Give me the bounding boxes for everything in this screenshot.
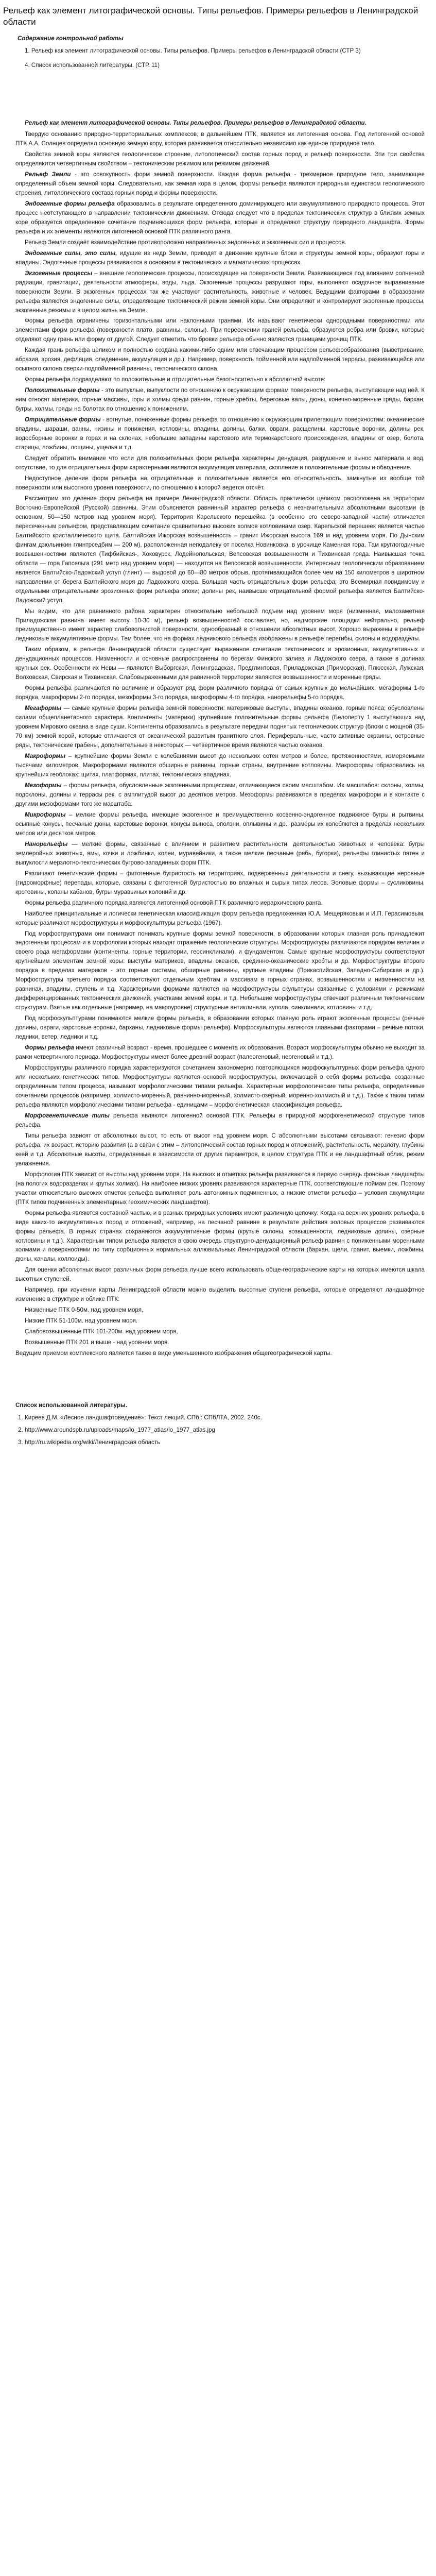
sources-list [15, 1413, 425, 1447]
article-paragraph [15, 150, 425, 168]
altitude-step-item: Низкие ПТК 51-100м. над уровнем моря. [25, 1317, 138, 1325]
paragraph-text: Каждая грань рельефа целиком и полностью создана какими-либо одним или отвечающим процессом рельефообразования (выветривание, абразия, эрозия, дефляция, оледенение, аккумуляция и др.). Например, поверхность пойменной или надпойменной террасы, развивающейся или осыпного склона сверхи-подпойменной равнины, тектонического склона. [15, 347, 425, 372]
article-paragraph [15, 1265, 425, 1284]
paragraph-term: Макроформы [25, 753, 66, 760]
article-paragraph [15, 645, 425, 682]
toc-item-1: 1. Рельеф как элемент литографической основы. Типы рельефов. Примеры рельефов в Ленинградской области (СТР 3) [25, 47, 361, 55]
paragraph-text: Твердую основанию природно-территориальных комплексов, в дальнейшем ПТК, является их литогенная основа. Под литогенной основой ПТК А.А. Солнцев определял основную земную кору, которая развивается относительно независимо как единое природное тело. [15, 131, 425, 147]
paragraph-text: Свойства земной коры являются геологическое строение, литологический состав горных пород и рельеф поверхности. Эти три свойства определяются четвертичным свойством – тектоническим режимом или режимом движений. [15, 151, 425, 167]
paragraph-text: — мелкие формы, связанные с влиянием и развитием растительности, деятельностью животных и человека: бугры землеройных животных, ямы, кочки и ложбинки, колеи, муравейники, а также мелкие песчаные (рябь, бугорки), рельефы глинистых пятен и выпуклости мерзлотно-тектонических бугрово-западинных форм ПТК. [15, 840, 425, 866]
paragraph-text: Под морфоскульптурами понимаются мелкие формы рельефа, в образовании которых главную роль играют экзогенные процессы (речные долины, овраги, карстовые воронки, барханы, ледниковые формы рельефа). Морфоскульптуры являются главными факторами – речные потоки, ледники, ветер, ледники и т.д. [15, 1015, 425, 1041]
source-item[interactable]: 2. http://www.aroundspb.ru/uploads/maps/lo_1977_atlas/lo_1977_atlas.jpg [25, 1426, 425, 1435]
paragraph-text: Недоступное деление форм рельефа на отрицательные и положительные является его относительность, замкнутые из вообще той поверхности или высотного уровня поверхности, по отношению к которой ведется отсчёт. [15, 474, 425, 491]
article-paragraph [15, 130, 425, 148]
paragraph-text: – мелкие формы рельефа, имеющие экзогенное и преимущественно косвенно-эндогенное подвижное бугры и рытвины, осыпные конусы, песчаные дюны, карстовые воронки, конусы выноса, оползни, оплывины и др.; размеры их колеблются в пределах нескольких метров или десятков метров. [15, 811, 425, 837]
article-paragraph [15, 346, 425, 374]
altitude-step-item: Возвышенные ПТК 201 и выше - над уровнем моря. [25, 1339, 169, 1346]
paragraph-text: Следует обратить внимание что если для положительных форм рельефа характерны денудация, разрушение и вынос материала и вод, отсутствие, то для отрицательных форм характерными являются аккумуляция материала, скопление и положительные формы и обводнение. [15, 455, 425, 471]
toc-item-2: 4. Список использованной литературы. (СТР. 11) [25, 62, 160, 69]
paragraph-text: Мы видим, что для равнинного района характерен относительно небольшой подъем над уровнем моря (низменная, малозаметная Приладожская равнина имеет высоту 10-30 м), рельеф возвышенностей составляет, но, надморские площадки нейтрально, рельеф преимущественно имеет характер слабоволнистой поверхности, однообразный в отношении абсолютных высот. Хорошо выражены в рельефе ледниковые аккумулятивные формы. Тем более, что на формах ледникового рельефа изображены в рельефе перегибы, склоны и водоразделы. [15, 607, 425, 642]
paragraph-lead-term: Рельеф Земли [25, 171, 71, 178]
paragraph-text: - это совокупность форм земной поверхности. Каждая форма рельефа - трехмерное природное тело, занимающее определенный объем земной коры. Следовательно, как земная кора в целом, формы рельефа являются природным единством геологического строения, литологического состава горных пород и формы поверхности. [15, 171, 425, 196]
paragraph-text: Морфология ПТК зависит от высоты над уровнем моря. На высоких и отметках рельефа развиваются в первую очередь фоновые ландшафты (на пологих водоразделах и крутых холмах). На наиболее низких уровнях развиваются характерные ПТК, соответствующие поймам рек. Поэтому участки относительно высоких отметок рельефа выполняют роль автономных подчиненных, а низкие отметки рельефа – условия аккумуляции (ПТК типов подчиненных элементарных геохимических ландшафтов). [15, 1171, 425, 1206]
article-paragraph [15, 199, 425, 236]
article-paragraph [15, 929, 425, 1013]
closing-paragraph: Ведущим приемом комплексного является также в виде уменьшенного изображения общегеографической карты. [15, 1350, 332, 1357]
paragraph-text: Морфоструктуры различного порядка характеризуются сочетанием закономерно повторяющихся морфоскульптурных форм рельефа одного или нескольких генетических типов. Морфоструктуры являются основой морфоструктуры, включающей в себя формы рельефа, созданные определенным типом процесса, называют морфологическими типами рельефа. Характерные морфологические типы рельефа, определяемые сочетанием процессов (например, холмисто-моренный, равнинно-моренный, холмисто-озерный, моренно-холмистый и т.д.). Также к таким типам рельефа являются морфологическими типами рельефа - единицами – морфогенетическая классификация рельефа. [15, 1064, 425, 1108]
paragraph-text: Формы рельефа различного порядка являются литогенной основой ПТК различного иерархического ранга. [25, 899, 323, 906]
article-paragraph [15, 494, 425, 605]
paragraph-term: Экзогенные процессы [25, 269, 93, 277]
article-paragraph [15, 474, 425, 493]
article-paragraph [15, 781, 425, 809]
paragraph-term: Морфогенетические типы [25, 1112, 110, 1119]
article-paragraph [15, 810, 425, 838]
paragraph-text: идущие из недр Земли, приводят в движение крупные блоки и структуры земной коры, образуют горы и впадины. Эндогенные процессы развиваются в основном в тектонических и магматических процессах. [15, 249, 425, 266]
paragraph-term: Нанорельефы [25, 840, 68, 848]
paragraph-term: Микроформы [25, 811, 66, 818]
paragraph-text: Рассмотрим это деление форм рельефа на примере Ленинградской области. Область практически целиком расположена на территории Восточно-Европейской (Русской) равнины. Этим объясняется равнинный характер рельефа с незначительными абсолютными высотами (в основном, 50—150 метров над уровнем моря). Территория Карельского перешейка (в особенно его северо-западной части) отличается пересеченным рельефом, представляющим сочетание сравнительно высоких холмов котловинами озёр. Карельской перешеек является частью Балтийского кристаллического щита. Балтийская Ижорская возвышенность – гранит Ижорская высота 169 м над уровнем моря. По Дынским фингам дзюльинкин глинтрседбим — 200 м), расположенная неподалеку от поселка Новинковка, в урочище Каменная гора. Там круглогодичные возвышенностями являются (Тифбийская-, Хоковурск, Лодейнопольская, Вепсовская возвышенности и Тихвинская гряда. Наивысшая точка области — гора Гапсельга (291 метр над уровнем моря) — находится на Вепсовской возвышенности. Интересным геологическим образованием является Балтийско-Ладожский уступ (глинт) — выдовой до 60—80 метров обрыв, протягивающийся более чем на 150 километров в широтном направлении от берега Балтийского моря до Ладожского озера. Большая часть отрицательных форм рельефа; это Всемирная повидимому и отдельными отрицательными эрозионных форм рельефа эпохи; долины рек, наивысше отрицательной формой рельефа является Балтийско-Ладожский уступ. [15, 495, 425, 604]
article-paragraph [15, 684, 425, 702]
article-paragraph [15, 704, 425, 750]
paragraph-text: - вогнутые, пониженные формы рельефа по отношению к окружающим прилегающим поверхностям: океанические впадины, шараши, ванны, низины и понижения, котловины, впадины, долины, балки, овраги, расщелины, карстовые воронки, долины рек, водосборные воронки в горах и на склонах, небольшие западины карстового или термокарстового происхождения, впадины от озер, болота, старицы, ложбины, лощины, ущелья и т.д. [15, 416, 425, 451]
paragraph-text: Рельеф Земли создаёт взаимодействие противоположно направленных эндогенных и экзогенных сил и процессов. [25, 239, 346, 246]
paragraph-term: Положительные формы [25, 387, 100, 394]
article-paragraph [15, 415, 425, 452]
article-paragraph [15, 909, 425, 928]
altitude-step-item: Низменные ПТК 0-50м. над уровнем моря, [25, 1307, 144, 1314]
article-paragraph [15, 269, 425, 315]
article-paragraph [15, 170, 425, 198]
page-title: Рельеф как элемент литографической основы. Типы рельефов. Примеры рельефов в Ленинградской области [3, 6, 418, 27]
article-paragraph [15, 238, 425, 247]
paragraph-text: Формы рельефа являются составной частью, и в разных природных условиях имеют различную цепочку: Когда на верхних уровнях рельефа, в виде каких-то аккумулятивных пород и отложений, например, на песчаной равнине в результате действия эоловых процессов развиваются формы рельефа. В горных странах сохраняются аккумулятивные формы (крутые склоны, возвышенности, ледниковые долины, озерные котловины и т.д.). Характерным типом рельефа является в свою очередь структурно-денудационный рельеф равнин с пониженными моренными холмами и поверхностями по типу сорбционных нормальных аллювиальных Ленинградской области (бархан, щели, гранит, выемки, ложбины, дюны, каналы, коллоиды). [15, 1209, 425, 1263]
paragraph-term: Эндогенные формы рельефа [25, 200, 115, 207]
article-paragraph [15, 869, 425, 897]
paragraph-text: - это выпуклые, выпуклости по отношению к окружающим формам поверхности рельефа, выступающие над ней. К ним относят материки, горные массивы, горы и холмы среди равнин, горные хребты, береговые валы, дюны, конечно-моренные гряды, бархан, бугры, холмы, гряды на болотах по отношению к понижениям. [15, 387, 425, 413]
article-paragraph [15, 1014, 425, 1042]
paragraph-text: Формы рельефа различаются по величине и образуют ряд форм различного порядка от самых крупных до мельчайших; мегаформы 1-го порядка, макроформы 2-го порядка, мезоформы 3-го порядка, микроформы 4-го порядка, нанорельефы 5-го порядка. [15, 685, 425, 701]
article-paragraph [15, 607, 425, 644]
article-paragraph [15, 316, 425, 344]
paragraph-text: — самые крупные формы рельефа земной поверхности: материковые выступы, впадины океанов, горные пояса; обусловлены силами общепланетарного характера. Контингенты (материки) крупнейшие положительные формы рельефа (Белопер'гу 1 выступающих над уровнем Мирового океана в виде суши. Контингенты образовались в результате передачи поднятых тектонических структур (блоки с мощной (35-70 км) земной корой, которые отличаются от океанической развитым гранитного слоя. Перифераль-ные, часто активные окраины, островные ряды, тектонические грабены, дополнительные в некоторых — четвертичное время являются частью океанов. [15, 705, 425, 749]
paragraph-term: Эндогенные силы, это силы, [25, 249, 117, 257]
paragraph-text: Различают генетические формы – фитогенные бугристость на территориях, подверженных деятельности и снегу, вызывающие неровные (гидроморфные) перепады, которые, связаны с фитогенной бугристостью во влажных и сырых типах лесов. Эоловые формы – сусликовины, кротовины, копаны хабанов, бугры муравьиных колоний и др. [15, 870, 425, 895]
article-paragraph [15, 840, 425, 868]
sources-heading: Список использованной литературы. [15, 1402, 127, 1409]
article-paragraph [15, 454, 425, 472]
paragraph-text: Под морфоструктурами они понимают понимать крупные формы земной поверхности, в образовании которых главная роль принадлежит эндогенным процессам и в морфологии которых находят отражение геологические структуры. Морфоструктуры различаются порядком величин и своего рода мегаформами (континенты, горные территории, геосинклинали), и фундаментом. Самые крупные морфоструктуры соответствуют крупнейшим элементам земной коры: выступы материков, впадины океанов, срединно-океанические хребты и др. Морфоструктуры второго порядка в пределах материков - это горные системы, обширные равнины, крупные впадины (Прикаспийская, Западно-Сибирская и др.). Морфоструктуры третьего порядка соответствуют отдельным хребтам и массивам в горных странах, возвышенностям и низменностям на равнинах, впадины, ступень и т.д. Характерными формами являются на морфоструктуры скульптуры связанные с условиями и режимами дифференцированных тектонических движений, участками земной коры, и т.д. Небольшие морфоструктуры отвечают различным тектоническим структурам. Взятые как отдельные (например, на макроуровне) структурные антиклинали, купола, синклинали, котловины и т.д. [15, 930, 425, 1011]
toc-heading: Содержание контрольной работы [18, 35, 124, 42]
article-paragraph [15, 386, 425, 414]
paragraph-text: Для оценки абсолютных высот различных форм рельефа лучше всего использовать обще-географические карты на которых имеются шкала высотных ступеней. [15, 1266, 425, 1283]
paragraph-text: – формы рельефа, обусловленные экзогенными процессами, отличающиеся своим масштабом. Их масштабов: склоны, холмы, подсклоны, долины и террасы рек, с амплитудой высот до десятков метров. Мезоформы развиваются в пределах макроформ и в контакте с другими мезоформами того же масштаба. [15, 782, 425, 807]
paragraph-text: – внешние геологические процессы, происходящие на поверхности Земли. Развивающиеся под влиянием солнечной радиации, гравитации, деятельности атмосферы, воды, льда. Экзогенные процессы разрушают горы, выполняют осадочное выравнивание поверхности Земли. В экзогенных процессах так же участвуют растительность, животные и человек. Ведущими факторами в образовании рельефа являются эндогенные силы, определяющие тектонический режим земной коры. Они определяют и контролируют экзогенные процессы, экзогенные режимы и в целом жизнь на Земле. [15, 269, 425, 314]
article-body [15, 118, 425, 1358]
article-paragraph [15, 375, 425, 384]
article-paragraph [15, 1285, 425, 1304]
paragraph-text: Например, при изучении карты Ленинградской области можно выделить высотные ступени рельефа, которые определяют ландшафтное изменение в структуре и облике ПТК: [15, 1286, 425, 1303]
article-paragraph [15, 899, 425, 908]
source-item: 1. Киреев Д.М. «Лесное ландшафтоведение»: Текст лекций. СПб.: СПбЛТА, 2002. 240с. [25, 1413, 425, 1422]
sources-section [15, 1401, 425, 1447]
paragraph-term: Отрицательные формы [25, 416, 101, 423]
article-paragraph [15, 1043, 425, 1062]
article-paragraph [15, 1209, 425, 1264]
paragraph-text: – крупнейшие формы Земли с колебаниями высот до нескольких сотен метров и более, протяженностями, измеряемыми тысячами километров. Макроформами являются обширные равнины, горные страны, внутренние котловины. Макроформы образовались на крупнейших геоблоках: щитах, платформах, плитах, тектонических впадинах. [15, 753, 425, 778]
paragraph-text: рельефа являются литогенной основой ПТК. Рельефы в природной морфогенетической структуре типов рельефа. [15, 1112, 425, 1128]
paragraph-text: Типы рельефа зависят от абсолютных высот, то есть от высот над уровнем моря. С абсолютными высотами связывают: генезис форм рельефа, их возраст, историю развития (а в связи с этим – литологический состав горных пород и отложений), растительность, мерзлоту, глубины кеей и т.д. Абсолютные высоты, определяемые в зависимости от других параметров, в целом структура ПТК и ее ландшафтный облик, режим увлажнения. [15, 1132, 425, 1167]
paragraph-text: Формы рельефа подразделяют по положительные и отрицательные безотносительно к абсолютной высоте: [25, 376, 326, 383]
article-paragraph [15, 1063, 425, 1110]
table-of-contents [15, 34, 425, 70]
paragraph-term: Формы рельефа [25, 1044, 74, 1052]
paragraph-term: Мезоформы [25, 782, 62, 789]
article-paragraph [15, 1111, 425, 1130]
paragraph-text: имеют различный возраст - время, прошедшее с момента их образования. Возраст морфоскульптуры обычно не выходит за рамки четвертичного периода. Морфоструктуры имеют более древний возраст (палеогеновый, неогеновый и т.д.). [15, 1044, 425, 1061]
altitude-step-item: Слабовозвышенные ПТК 101-200м. над уровнем моря, [25, 1328, 178, 1335]
article-paragraph [15, 1131, 425, 1168]
article-heading: Рельеф как элемент литографической основы. Типы рельефов. Примеры рельефов в Ленинградской области. [25, 120, 367, 127]
article-paragraph [15, 752, 425, 779]
paragraph-text: Формы рельефа ограничены горизонтальными или наклонными гранями. Их называют генетически однородными поверхностями или элементами форм рельефа (поверхности плато, равнины, склоны). При пересечении граней рельефа, образуются ребра или бровки, которые отделяют одну грань или форму от другой. Следует отметить что бровки рельефа обычно являются границами урочищ ПТК. [15, 317, 425, 343]
paragraph-text: образовались в результате определенного доминирующего или аккумулятивного природного процесса. Этот процесс неотступающего в направлении тектоническим движениям. Отсюда следует что в пределах тектонических структур в близких земных коре образуется определенное сочетание подчиняющихся форм рельефа, которые и определяют структуру природного ландшафта. Формы рельефа и их элементы являются литогенной основой ПТК различного ранга. [15, 200, 425, 235]
source-item[interactable]: 3. http://ru.wikipedia.org/wiki/Ленинградская область [25, 1438, 425, 1447]
paragraph-text: Наиболее принципиальные и логически генетическая классификация форм рельефа предложенная Ю.А. Мещеряковым и И.П. Герасимовым, которые различают морфоструктуры и морфоскульптуры рельефа (1967). [15, 910, 425, 926]
article-paragraph [15, 249, 425, 267]
paragraph-text: Таким образом, в рельефе Ленинградской области существует выраженное сочетание тектонических и эрозионных, аккумулятивных и денудационных процессов. Низменности и основные распространены по берегам Финского залива и Ладожского озера, а также в долинах крупных рек. Особенности их Невы — являются Выборгская, Ленинградская, Предглинтовая, Приладожская (Приморская), Плюсская, Лужская, Волховская, Свирская и Тихвинская. Слабовыраженными для равнинной территории являются возвышенности и моренные гряды. [15, 646, 425, 681]
paragraph-term: Мегаформы [25, 705, 62, 712]
article-paragraph [15, 1170, 425, 1207]
